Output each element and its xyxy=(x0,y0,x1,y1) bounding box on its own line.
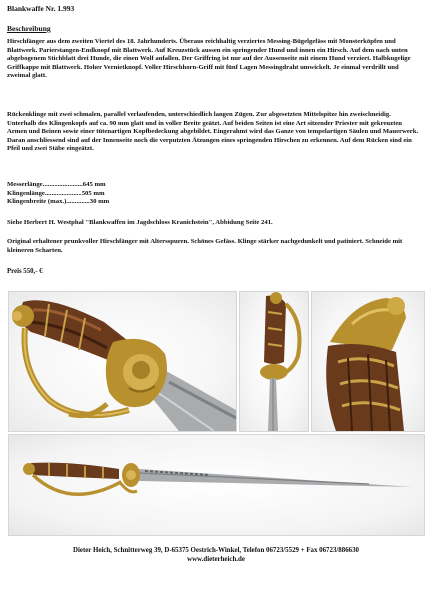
description-paragraph-blade: Rückenklinge mit zwei schmalen, parallel verlaufenden, unterschiedlich langen Zügen. Zur abgesetzten Mittelspitze hin zweischneidig. Unterhalb des Klingenkopfs auf ca. 90 mm glatt und in voller Breite geätzt. Auf beiden Seiten ist eine Art sitzender Priester mit gekreuzten Armen und Beinen sowie einer tütenartigen Kopfbedeckung abgebildet. Eingerahmt wird das Ganze von tempelartigen Säulen und Mauerwerk. Daran anschliessend sind auf der Innenseite noch die verputzten Ätzungen eines springenden Hirschen zu erkennen. Auf dem Rücken sind ein Pfeil und zwei Stäbe eingeätzt. xyxy=(7,111,419,153)
pommel-detail-image xyxy=(312,292,424,431)
section-title: Beschreibung xyxy=(7,24,51,33)
hilt-side-image xyxy=(240,292,308,431)
measurement-value: 645 mm xyxy=(82,181,106,188)
photo-hilt-side xyxy=(239,291,309,432)
measurement-row xyxy=(7,181,109,190)
footer-website-link[interactable]: www.dieterheich.de xyxy=(187,556,245,563)
measurement-row xyxy=(7,190,109,199)
measurement-label: Messerlänge........................ xyxy=(7,181,83,188)
measurement-label: Klingenlänge...................... xyxy=(7,189,82,197)
condition-paragraph: Original erhaltener prunkvoller Hirschfänger mit Altersspuren. Schönes Gefäss. Klinge stärker nachgedunkelt und patiniert. Schneide mit kleineren Scharten. xyxy=(7,238,403,254)
measurement-row xyxy=(7,198,109,207)
footer-contact xyxy=(0,546,432,564)
measurement-value: 505 mm xyxy=(81,189,105,197)
hilt-closeup-image xyxy=(9,292,236,431)
price: Preis 550,- € xyxy=(7,268,43,275)
measurement-value: 30 mm xyxy=(89,198,110,206)
description-paragraph-hilt: Hirschfänger aus dem zweiten Viertel des 18. Jahrhunderts. Überaus reichhaltig verziertes Messing-Bügelgefäss mit Monsterköpfen und Blattwerk. Parierstangen-Endknopf mit Blattwerk. Auf Kreuzstück aussen ein springender Hund und innen ein Hirsch. Auf dem nach unten abgebogenem Stichblatt drei Hunde, die einen Wolf anfallen. Der Griffring ist nur auf der Aussenseite mit einem Hund verziert. Halbkugelige Griffkappe mit Blattwerk. Hoher Vernietknopf. Voller Hirschhorn-Griff mit fünf Lagen Messingdraht umwickelt. Je einmal verdrillt und zweimal glatt. xyxy=(7,38,411,80)
footer-address: Dieter Heich, Schnitterweg 39, D-65375 Oestrich-Winkel, Telefon 06723/5529 + Fax 06723/886630 xyxy=(73,547,359,554)
photo-hilt-closeup xyxy=(8,291,237,432)
measurement-label: Klingenbreite (max.).............. xyxy=(7,198,90,206)
reference-paragraph: Siehe Herbert H. Westphal "Blankwaffen im Jagdschloss Kranichstein", Abbidung Seite 241. xyxy=(7,219,273,226)
measurements-list xyxy=(7,181,109,207)
photo-full-sword xyxy=(8,434,425,536)
photo-pommel-detail xyxy=(311,291,425,432)
full-sword-image xyxy=(9,435,424,535)
item-number: Blankwaffe Nr. 1.993 xyxy=(7,4,75,13)
